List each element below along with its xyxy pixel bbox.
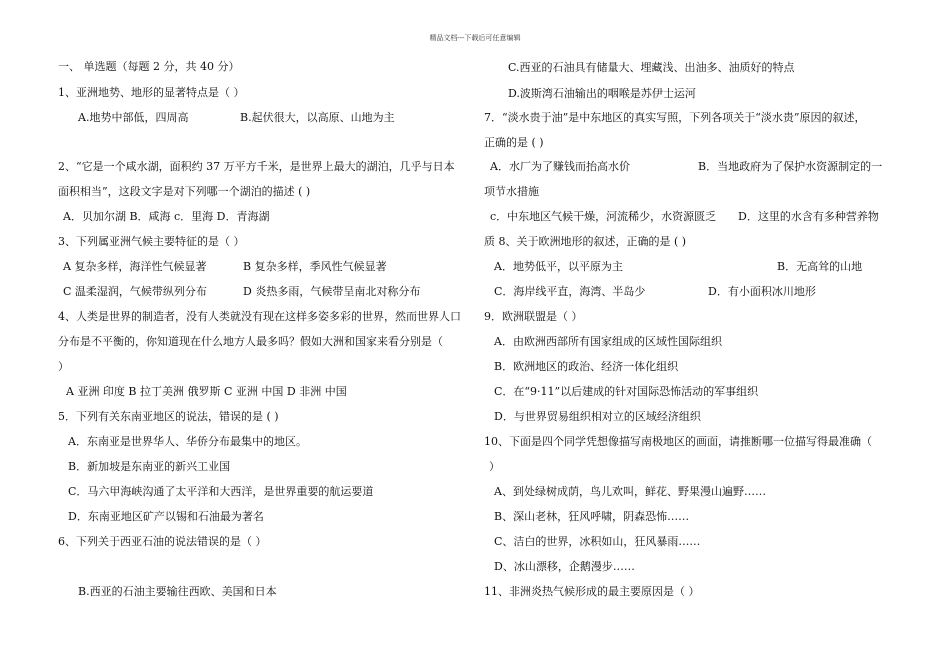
right-text-line: 正确的是 ( ) [484,136,544,149]
left-text-line: 5．下列有关东南亚地区的说法，错误的是 ( ) [58,410,279,423]
right-text-line: D．与世界贸易组织相对立的区域经济组织 [494,410,701,423]
left-text-line: A．东南亚是世界华人、华侨分布最集中的地区。 [68,435,307,448]
right-text-line: ） [489,460,500,473]
left-text-line: C 温柔湿润，气候带纵列分布 [63,285,207,298]
right-text-line: 7．“淡水贵于油”是中东地区的真实写照，下列各项关于“淡水贵”原因的叙述， [484,111,866,124]
left-text-line: A 亚洲 印度 B 拉丁美洲 俄罗斯 C 亚洲 中国 D 非洲 中国 [66,385,347,398]
left-text-line: D 炎热多雨，气候带呈南北对称分布 [243,285,421,298]
right-text-line: D、冰山漂移，企鹅漫步…… [494,560,635,573]
right-text-line: A．水厂为了赚钱而抬高水价 [490,160,630,173]
right-text-line: B．无高耸的山地 [777,260,863,273]
right-text-line: 9．欧洲联盟是（ ） [484,310,583,323]
right-text-line: D．有小面积冰川地形 [708,285,816,298]
left-text-line: ） [58,360,69,373]
left-text-line: C．马六甲海峡沟通了太平洋和大西洋，是世界重要的航运要道 [68,485,374,498]
left-text-line: 4、人类是世界的制造者，没有人类就没有现在这样多姿多彩的世界，然而世界人口 [58,310,461,323]
right-text-line: D．这里的水含有多种营养物 [738,210,879,223]
right-text-line: D.波斯湾石油输出的咽喉是苏伊士运河 [508,87,696,100]
right-text-line: c．中东地区气候干燥，河流稀少，水资源匮乏 [490,210,717,223]
right-text-line: C、洁白的世界，冰积如山，狂风暴雨…… [494,535,701,548]
left-text-line: D．东南亚地区矿产以锡和石油最为著名 [68,510,264,523]
right-text-line: C．海岸线平直，海湾、半岛少 [494,285,646,298]
right-text-line: 11、非洲炎热气候形成的最主要原因是（ ） [484,585,700,598]
right-text-line: C.西亚的石油具有储量大、埋藏浅、出油多、油质好的特点 [508,61,795,74]
left-text-line: B.西亚的石油主要输往西欧、美国和日本 [78,585,277,598]
right-text-line: A．由欧洲西部所有国家组成的区域性国际组织 [494,335,722,348]
right-text-line: A、到处绿树成荫，鸟儿欢叫，鲜花、野果漫山遍野…… [494,485,766,498]
left-text-line: 6、下列关于西亚石油的说法错误的是（ ） [58,535,267,548]
left-text-line: 分布是不平衡的，你知道现在什么地方人最多吗？假如大洲和国家来看分别是（ [58,335,443,348]
left-text-line: 一、 单选题（每题 2 分，共 40 分） [58,60,240,73]
left-text-line: 3、下列属亚洲气候主要特征的是（ ） [58,235,245,248]
right-text-line: B．欧洲地区的政治、经济一体化组织 [494,360,679,373]
page-header: 精品文档---下载后可任意编辑 [429,34,521,42]
left-text-line: B 复杂多样，季风性气候显著 [243,260,387,273]
right-text-line: B．当地政府为了保护水资源制定的一 [698,160,883,173]
right-text-line: B、深山老林，狂风呼啸，阴森恐怖…… [494,510,690,523]
right-text-line: 项节水措施 [484,185,539,198]
right-text-line: C．在“9·11”以后建成的针对国际恐怖活动的军事组织 [494,385,759,398]
left-text-line: 1、亚洲地势、地形的显著特点是（ ） [58,86,245,99]
left-text-line: A 复杂多样，海洋性气候显著 [63,260,207,273]
left-text-line: A．贝加尔湖 B．咸海 c．里海 D．青海湖 [63,210,270,223]
left-text-line: A.地势中部低，四周高 [78,111,189,124]
right-text-line: 质 8、关于欧洲地形的叙述，正确的是 ( ) [484,235,687,248]
left-text-line: B.起伏很大，以高原、山地为主 [240,111,395,124]
right-text-line: 10、下面是四个同学凭想像描写南极地区的画面，请推断哪一位描写得最准确（ [484,435,872,448]
left-text-line: 面积相当”，这段文字是对下列哪一个湖泊的描述 ( ) [58,185,311,198]
left-text-line: 2、“它是一个咸水湖，面积约 37 万平方千米，是世界上最大的湖泊，几乎与日本 [58,160,455,173]
left-text-line: B．新加坡是东南亚的新兴工业国 [68,460,231,473]
right-text-line: A．地势低平，以平原为主 [494,260,623,273]
